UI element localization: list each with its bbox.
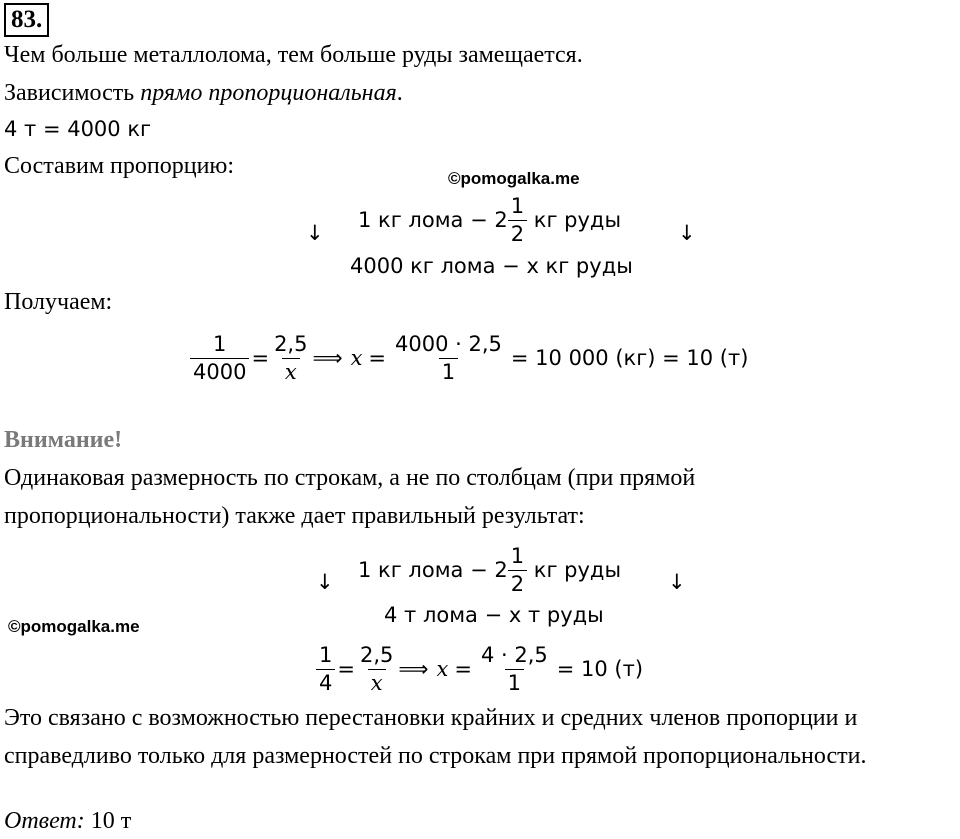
proportion-1-line-2: 4000 кг лома − x кг руды [350,254,633,278]
dependency-suffix: . [396,80,403,106]
arrow-down-icon: ↓ [306,221,324,245]
denominator: 1 [439,358,458,385]
watermark-bottom: ©pomogalka.me [8,617,140,636]
answer-label: Ответ: [4,808,85,834]
proportion-2-prefix: 1 кг лома − 2 [358,558,508,582]
dependency-type: прямо пропорциональная [140,80,397,106]
equals-sign: = [368,346,387,370]
numerator: 1 [213,332,227,357]
arrow-down-icon: ↓ [668,570,686,594]
equation-1-fraction-2 [271,331,310,385]
proportion-2-line-2: 4 т лома − x т руды [384,603,604,627]
equation-2-fraction-3 [478,642,551,696]
result-label: Получаем: [4,289,113,315]
watermark-top: ©pomogalka.me [448,169,580,188]
explanation-line-1: Это связано с возможностью перестановки крайних и средних членов пропорции и [4,705,858,731]
equation-2-fraction-2 [357,642,396,696]
arrow-down-icon: ↓ [678,221,696,245]
answer-line [4,808,131,835]
fraction-denominator: 2 [508,220,527,247]
unit-conversion: 4 т = 4000 кг [4,117,152,141]
numerator: 1 [319,643,333,668]
dependency-prefix: Зависимость [4,80,141,106]
equation-2-fraction-1 [316,642,335,696]
denominator: 4 [316,669,335,696]
equation-1 [190,324,748,392]
proportion-2-suffix: кг руды [527,558,622,582]
equation-1-fraction-1 [190,331,249,385]
equals-sign: = [337,657,355,681]
denominator: 1 [505,669,524,696]
attention-heading: Внимание! [4,427,123,453]
compose-label: Составим пропорцию: [4,153,235,179]
equation-1-result: = 10 000 (кг) = 10 (т) [510,346,749,370]
equals-sign: = [251,346,270,370]
explanation-line-2: справедливо только для размерностей по строкам при прямой пропорциональности. [4,743,867,769]
answer-value: 10 т [84,808,132,834]
proportion-2-line-1 [358,538,621,602]
variable: x [350,346,363,370]
numerator: 2,5 [359,643,394,668]
implies-sign: ⟹ [398,657,429,681]
fraction-numerator: 1 [510,194,525,219]
proportion-1-suffix: кг руды [527,208,622,232]
numerator: 4000 · 2,5 [395,332,502,357]
mixed-fraction [508,193,527,247]
equation-1-fraction-3 [392,331,505,385]
numerator: 2,5 [274,332,308,357]
note-line-1: Одинаковая размерность по строкам, а не по столбцам (при прямой [4,465,696,491]
proportion-1-line-1 [358,188,621,252]
denominator: x [368,669,386,696]
task-number: 83. [4,3,49,37]
equals-sign: = [454,657,472,681]
equation-2-result: = 10 (т) [556,657,644,681]
proportion-1-prefix: 1 кг лома − 2 [358,208,508,232]
implies-sign: ⟹ [312,346,343,370]
fraction-denominator: 2 [508,570,527,597]
fraction-numerator: 1 [510,544,525,569]
variable: x [436,657,449,681]
equation-2 [316,637,643,701]
dependency-line [4,80,403,107]
numerator: 4 · 2,5 [480,643,548,668]
arrow-down-icon: ↓ [316,570,334,594]
intro-line-1: Чем больше металлолома, тем больше руды замещается. [4,42,583,68]
denominator: 4000 [190,358,249,385]
note-line-2: пропорциональности) также дает правильный результат: [4,503,585,529]
mixed-fraction [508,543,527,597]
denominator: x [282,358,300,385]
